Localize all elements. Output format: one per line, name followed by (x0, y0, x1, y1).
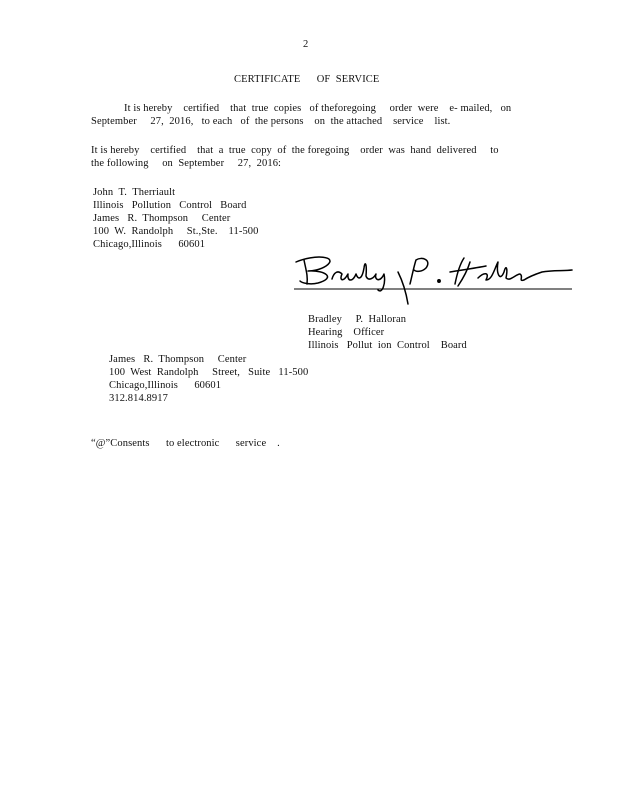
recipient-city: Chicago,Illinois 60601 (93, 239, 206, 250)
recipient-name: John T. Therriault (93, 187, 176, 198)
recipient-street: 100 W. Randolph St.,Ste. 11-500 (93, 226, 259, 237)
recipient-organization: Illinois Pollution Control Board (93, 200, 247, 211)
paragraph-1-line-2: September 27, 2016, to each of the persons on the attached service list. (91, 116, 451, 127)
certificate-title: CERTIFICATE OF SERVICE (234, 74, 380, 85)
sender-street: 100 West Randolph Street, Suite 11-500 (109, 367, 309, 378)
paragraph-2-line-2: the following on September 27, 2016: (91, 158, 282, 169)
sender-address-block (109, 353, 308, 405)
footnote: “@”Consents to electronic service . (91, 438, 280, 449)
signatory-name: Bradley P. Halloran (308, 314, 407, 325)
sender-phone: 312.814.8917 (109, 393, 168, 404)
page-number: 2 (303, 39, 309, 50)
paragraph-2-line-1: It is hereby certified that a true copy of the foregoing order was hand delivered to (91, 145, 499, 156)
sender-city: Chicago,Illinois 60601 (109, 380, 222, 391)
signatory-block (308, 313, 467, 352)
recipient-address-block (93, 186, 259, 251)
handwritten-signature (290, 250, 574, 306)
sender-building: James R. Thompson Center (109, 354, 247, 365)
signatory-title: Hearing Officer (308, 327, 385, 338)
recipient-building: James R. Thompson Center (93, 213, 231, 224)
signatory-organization: Illinois Pollut ion Control Board (308, 340, 467, 351)
paragraph-1-line-1: It is hereby certified that true copies of theforegoing order were e- mailed, on (124, 103, 512, 114)
